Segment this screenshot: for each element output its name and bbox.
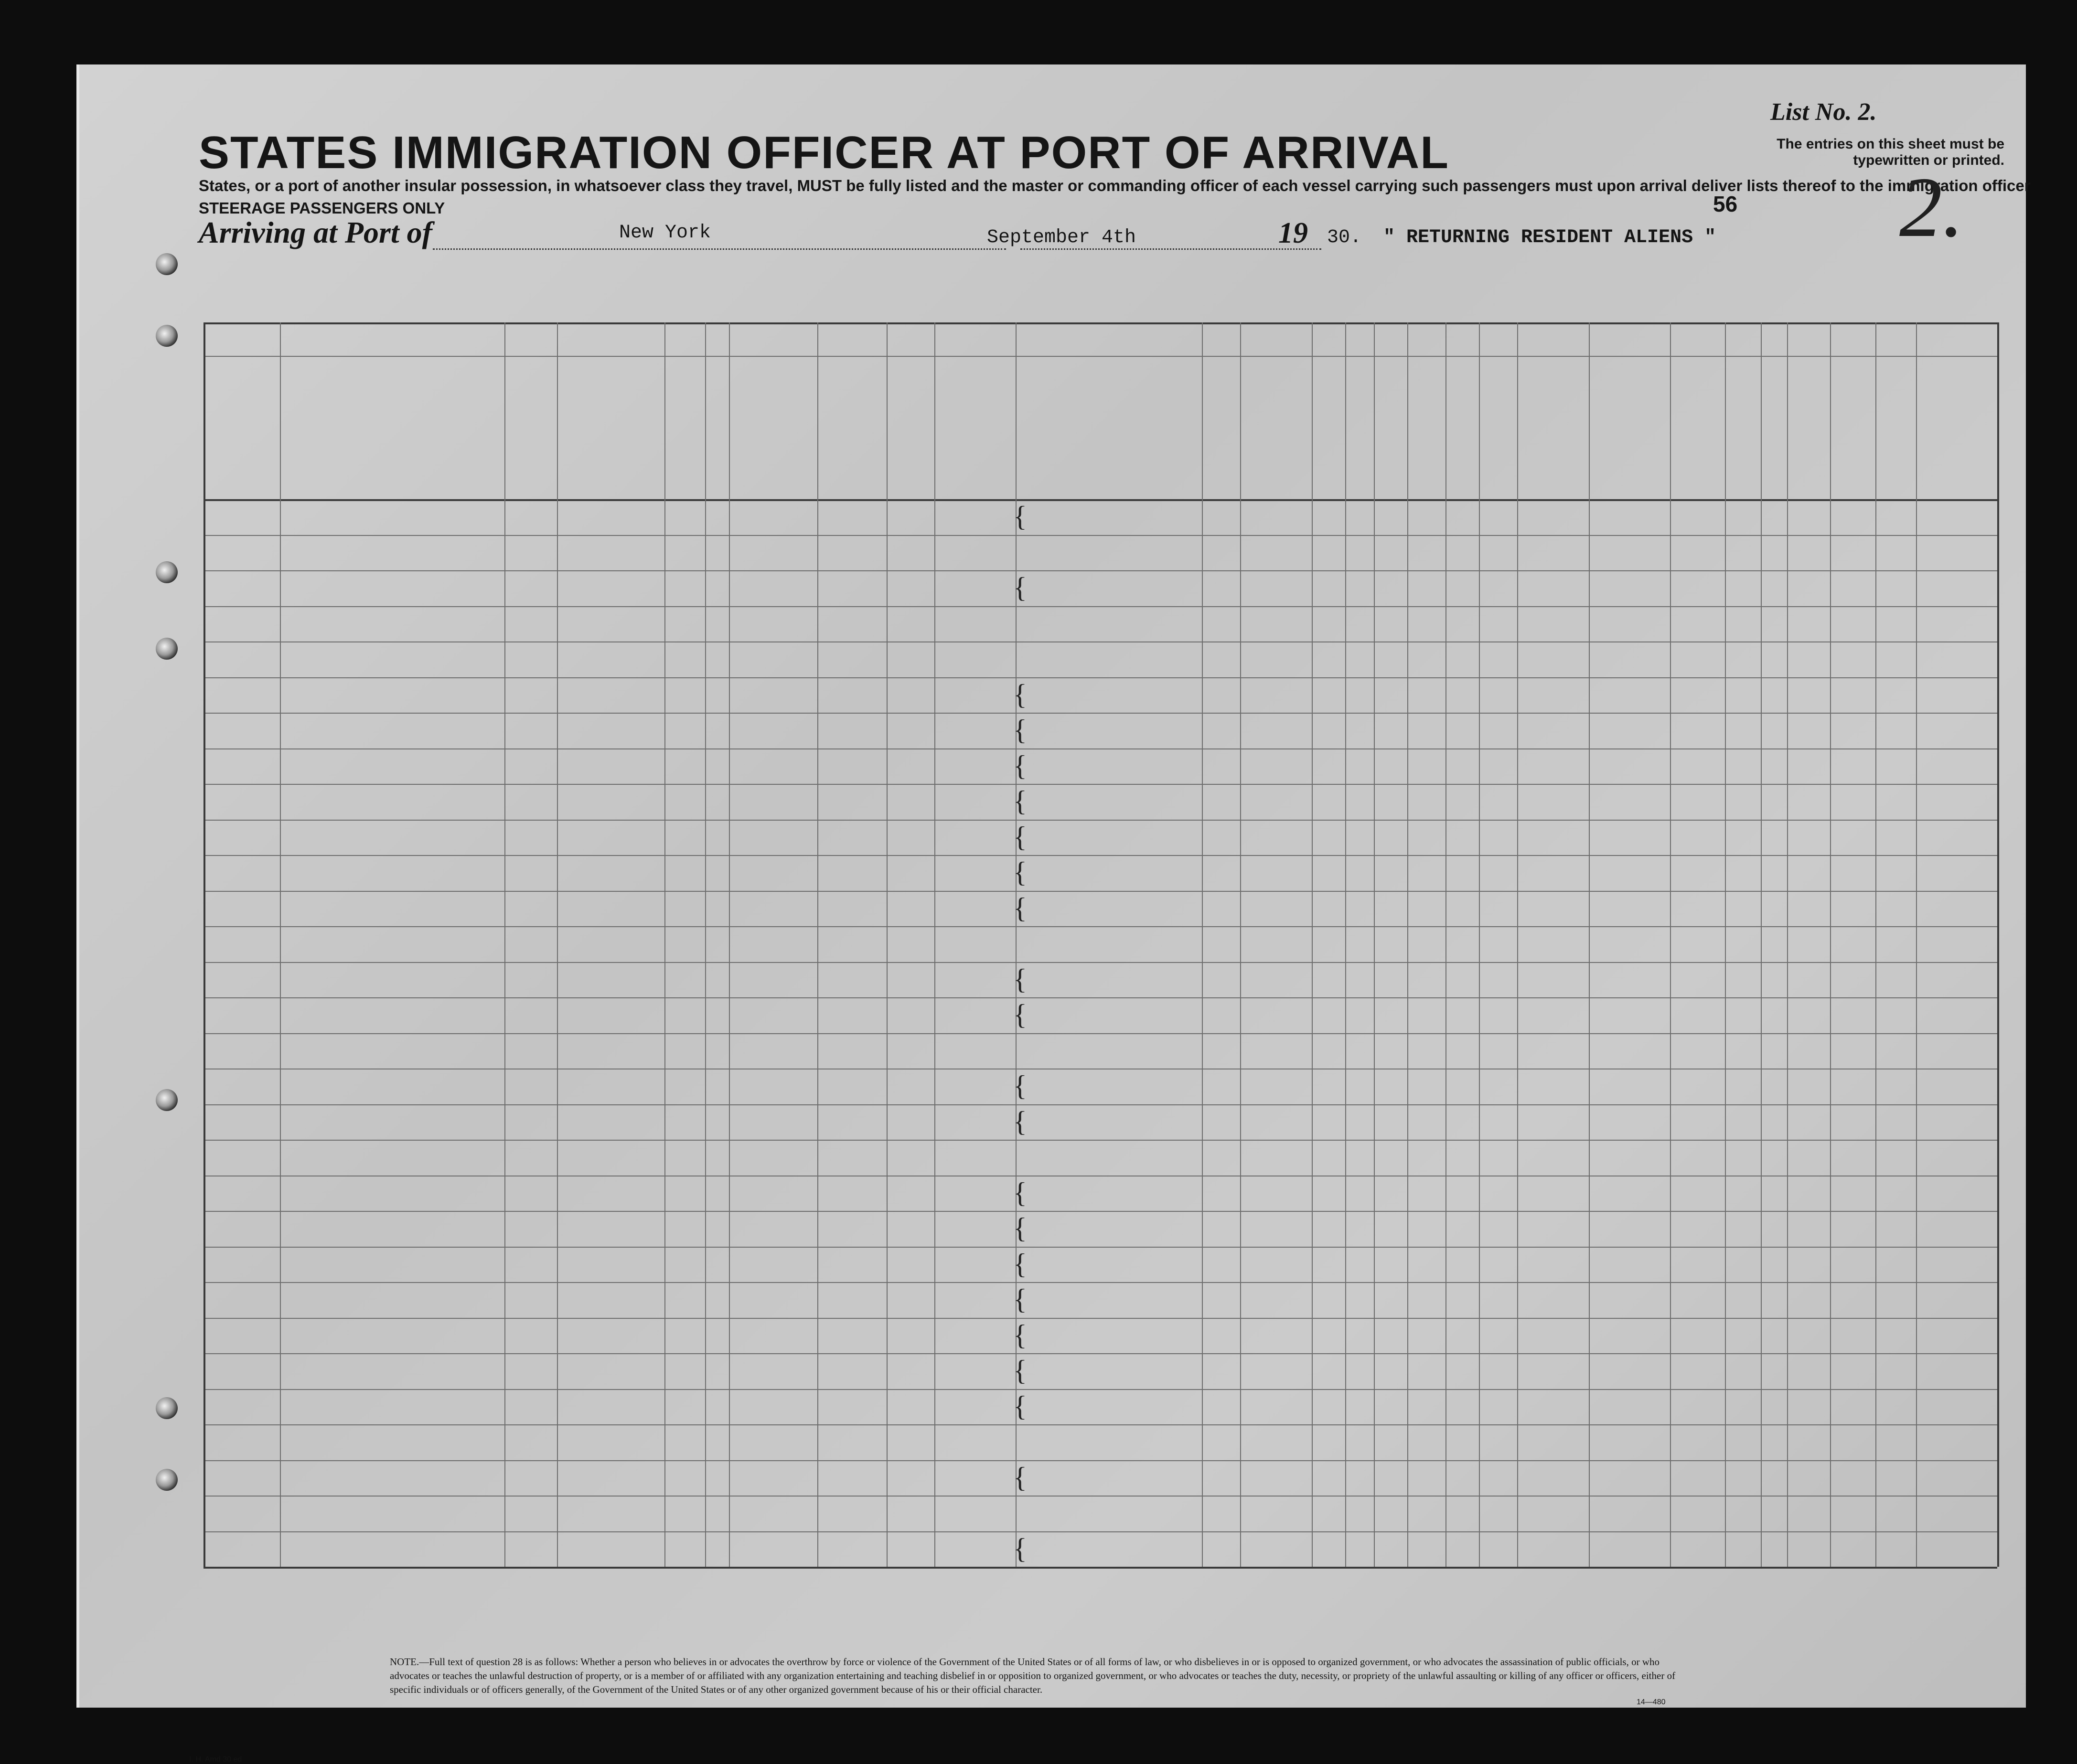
- arrival-date: September 4th: [987, 227, 1136, 248]
- brace-mark: {: [1013, 821, 1027, 853]
- list-number: List No. 2.: [1770, 98, 1877, 126]
- column-rule: [934, 322, 935, 1567]
- row-rule: [203, 606, 1997, 607]
- column-rule: [1479, 322, 1480, 1567]
- brace-mark: {: [1013, 999, 1027, 1030]
- brace-mark: {: [1013, 1248, 1027, 1280]
- row-rule: [203, 1353, 1997, 1354]
- row-rule: [203, 1531, 1997, 1532]
- brace-mark: {: [1013, 963, 1027, 995]
- column-rule: [1761, 322, 1762, 1567]
- brace-mark: {: [1013, 1212, 1027, 1244]
- brace-mark: {: [1013, 1461, 1027, 1493]
- column-rule: [1916, 322, 1917, 1567]
- row-rule: [203, 1424, 1997, 1425]
- returning-residents-note: " RETURNING RESIDENT ALIENS ": [1383, 227, 1716, 248]
- brace-mark: {: [1013, 785, 1027, 817]
- row-rule: [203, 784, 1997, 785]
- row-rule: [203, 713, 1997, 714]
- question-28-note: NOTE.—Full text of question 28 is as follows: Whether a person who believes in or advocates the overthrow by force or violence of the Government of the United States or of all forms of law, or who disbelieves in or is opposed to organized government, or who advocates the assassination of public officials, or who advocates or teaches the unlawful destruction of property, or is a member of or affiliated with any organization entertaining and teaching disbelief in or opposition to organized government, or who advocates or teaches the duty, necessity, or propriety of the unlawful assaulting or killing of any officer or officers, either of specific individuals or of officers generally, of the Government of the United States or of any other organized government because of his or their official character.: [390, 1656, 1676, 1695]
- form-code: 14—480: [1637, 1698, 1666, 1706]
- row-rule: [203, 1211, 1997, 1212]
- row-rule: [203, 1496, 1997, 1497]
- column-rule: [1312, 322, 1313, 1567]
- handwritten-list-mark: 2.: [1899, 160, 1964, 255]
- row-rule: [203, 1389, 1997, 1390]
- brace-mark: {: [1013, 856, 1027, 888]
- brace-mark: {: [1013, 1319, 1027, 1351]
- sheet-number: 56: [1713, 192, 1738, 216]
- row-rule: [203, 997, 1997, 998]
- row-rule: [203, 962, 1997, 963]
- column-rule: [203, 322, 205, 1567]
- arrival-year: 30.: [1327, 227, 1362, 248]
- manifest-table: [79, 265, 2026, 1612]
- date-underline: [1020, 248, 1321, 250]
- column-rule: [664, 322, 665, 1567]
- column-rule: [1374, 322, 1375, 1567]
- arrival-port: New York: [619, 222, 711, 244]
- row-rule: [203, 1460, 1997, 1461]
- header-instructions: States, or a port of another insular possession, in whatsoever class they travel, MUST be fully listed and the master or commanding officer of each vessel carrying such passengers must upon arrival deliver lists thereof to the immigration officer: [199, 177, 2031, 194]
- row-rule: [203, 855, 1997, 856]
- row-rule: [203, 1104, 1997, 1105]
- column-rule: [557, 322, 558, 1567]
- column-rule: [280, 322, 281, 1567]
- row-rule: [203, 926, 1997, 927]
- brace-mark: {: [1013, 678, 1027, 710]
- page-title: STATES IMMIGRATION OFFICER AT PORT OF ARRIVAL: [199, 127, 1449, 178]
- column-rule: [1407, 322, 1408, 1567]
- column-rule: [1725, 322, 1726, 1567]
- column-rule: [705, 322, 706, 1567]
- brace-mark: {: [1013, 1176, 1027, 1208]
- column-rule: [504, 322, 505, 1567]
- steerage-label: STEERAGE PASSENGERS ONLY: [199, 199, 445, 217]
- row-rule: [203, 891, 1997, 892]
- row-rule: [203, 820, 1997, 821]
- column-rule: [1589, 322, 1590, 1567]
- row-rule: [203, 677, 1997, 678]
- column-number-rule: [203, 356, 1997, 357]
- table-top-rule: [203, 322, 1997, 324]
- row-rule: [203, 535, 1997, 536]
- row-rule: [203, 1318, 1997, 1319]
- column-rule: [1345, 322, 1346, 1567]
- column-rule: [1517, 322, 1518, 1567]
- row-rule: [203, 570, 1997, 571]
- brace-mark: {: [1013, 749, 1027, 781]
- brace-mark: {: [1013, 1070, 1027, 1101]
- brace-mark: {: [1013, 572, 1027, 603]
- row-rule: [203, 1140, 1997, 1141]
- row-rule: [203, 1033, 1997, 1034]
- brace-mark: {: [1013, 1283, 1027, 1315]
- brace-mark: {: [1013, 1105, 1027, 1137]
- column-rule: [1830, 322, 1831, 1567]
- column-rule: [1202, 322, 1203, 1567]
- brace-mark: {: [1013, 501, 1027, 532]
- column-rule: [1875, 322, 1876, 1567]
- row-rule: [203, 1282, 1997, 1283]
- arrival-year-prefix: 19: [1278, 217, 1308, 249]
- column-rule: [1240, 322, 1241, 1567]
- form-edition: I. H. Amd 30 ed: [189, 1755, 242, 1764]
- port-underline: [433, 248, 1006, 250]
- header-bottom-rule: [203, 499, 1997, 501]
- brace-mark: {: [1013, 1355, 1027, 1386]
- typewritten-notice: The entries on this sheet must be typewritten or printed.: [1777, 136, 2004, 168]
- column-rule: [1787, 322, 1788, 1567]
- column-rule: [817, 322, 818, 1567]
- column-rule: [1445, 322, 1446, 1567]
- brace-mark: {: [1013, 1390, 1027, 1422]
- brace-mark: {: [1013, 1532, 1027, 1564]
- column-rule: [729, 322, 730, 1567]
- manifest-sheet: [76, 64, 2031, 1764]
- row-rule: [203, 1567, 1997, 1569]
- brace-mark: {: [1013, 892, 1027, 924]
- column-rule: [1670, 322, 1671, 1567]
- row-rule: [203, 748, 1997, 749]
- column-rule: [887, 322, 888, 1567]
- brace-mark: {: [1013, 714, 1027, 746]
- row-rule: [203, 1247, 1997, 1248]
- row-rule: [203, 641, 1997, 642]
- column-rule: [1997, 322, 1999, 1567]
- arriving-label: Arriving at Port of: [199, 215, 432, 249]
